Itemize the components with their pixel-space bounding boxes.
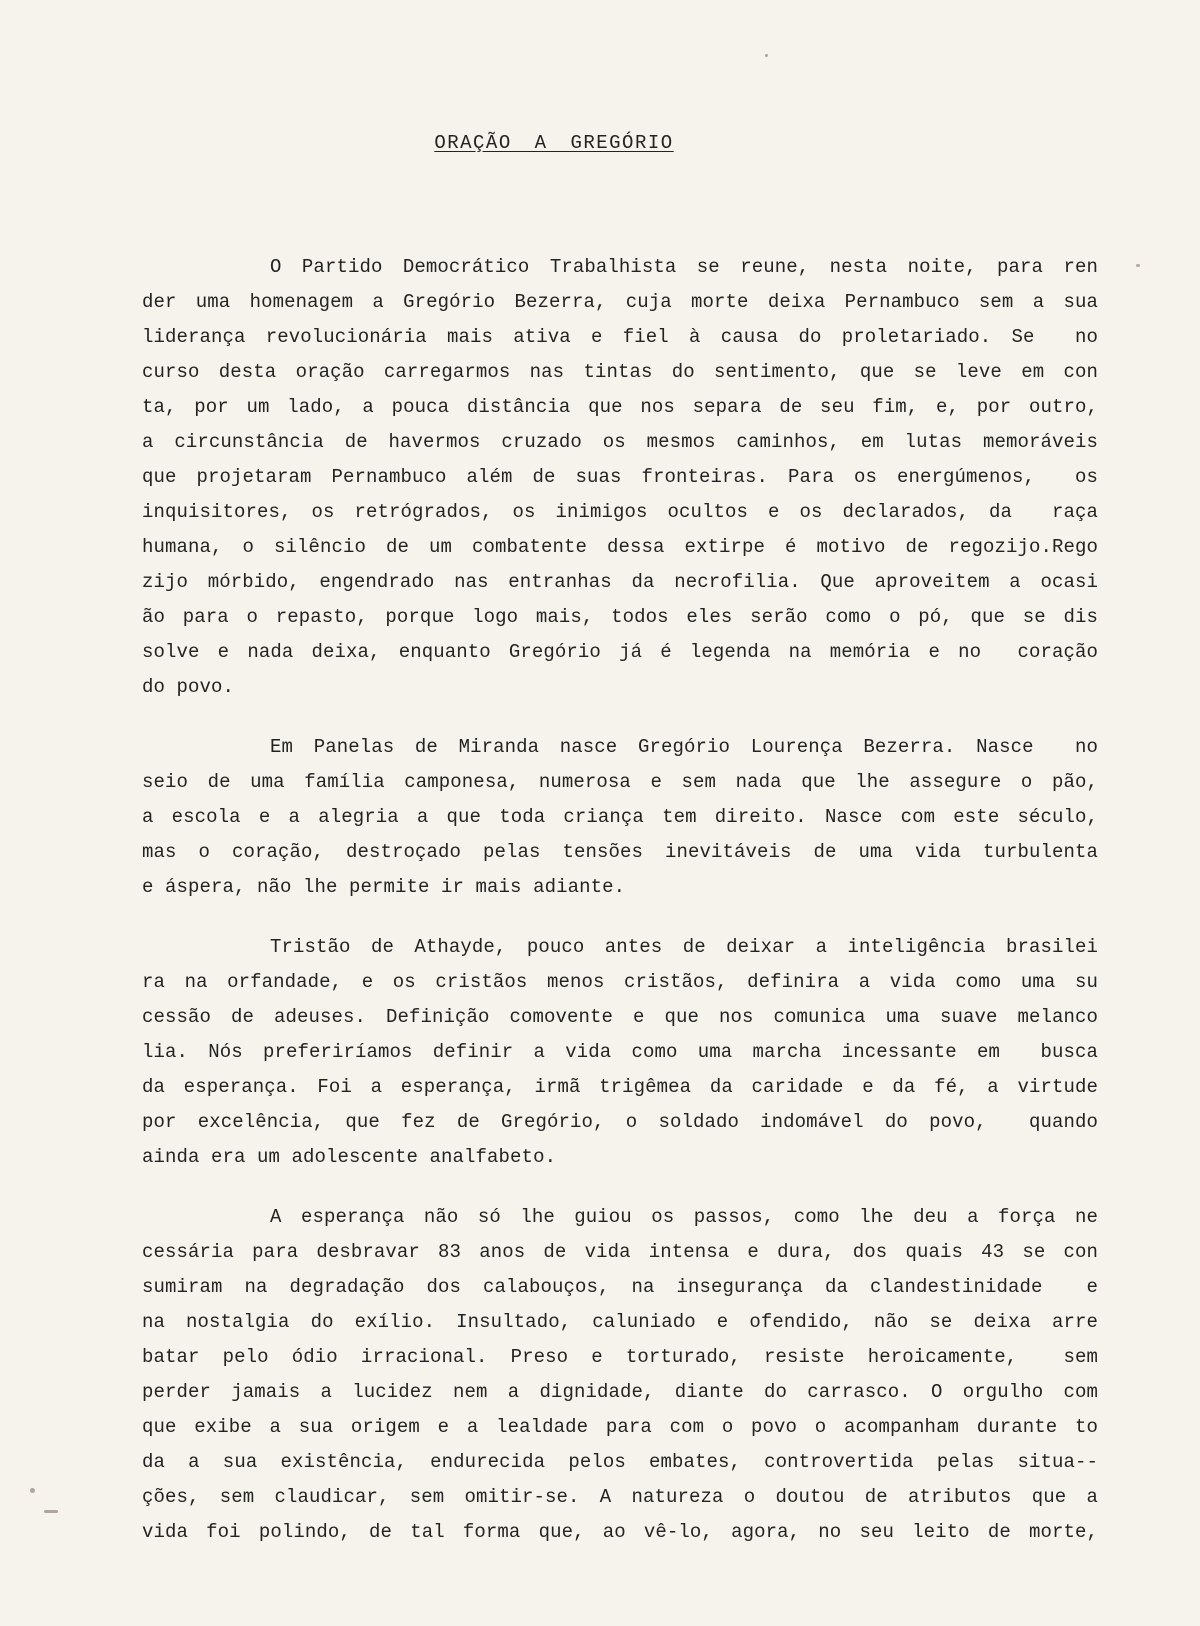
text-line: ta, por um lado, a pouca distância que nos separa de seu fim, e, por outro, [142, 396, 1098, 418]
document-body [142, 250, 1098, 1575]
text-line: ainda era um adolescente analfabeto. [142, 1146, 557, 1168]
text-line: que exibe a sua origem e a lealdade para com o povo o acompanham durante to [142, 1416, 1098, 1438]
text-line: ão para o repasto, porque logo mais, todos eles serão como o pó, que se dis [142, 606, 1098, 628]
text-line: ções, sem claudicar, sem omitir-se. A natureza o doutou de atributos que a [142, 1486, 1098, 1508]
text-line: da esperança. Foi a esperança, irmã trigêmea da caridade e da fé, a virtude [142, 1076, 1098, 1098]
text-line: e áspera, não lhe permite ir mais adiante. [142, 876, 626, 898]
document-title: ORAÇÃO A GREGÓRIO [434, 132, 674, 154]
text-line: O Partido Democrático Trabalhista se reune, nesta noite, para ren [270, 256, 1098, 278]
text-line: A esperança não só lhe guiou os passos, como lhe deu a força ne [270, 1206, 1098, 1228]
text-line: vida foi polindo, de tal forma que, ao vê-lo, agora, no seu leito de morte, [142, 1521, 1098, 1543]
text-line: a escola e a alegria a que toda criança tem direito. Nasce com este século, [142, 806, 1098, 828]
text-line: por excelência, que fez de Gregório, o soldado indomável do povo, quando [142, 1111, 1098, 1133]
text-line: zijo mórbido, engendrado nas entranhas da necrofilia. Que aproveitem a ocasi [142, 571, 1098, 593]
text-line: Tristão de Athayde, pouco antes de deixar a inteligência brasilei [270, 936, 1098, 958]
text-line: solve e nada deixa, enquanto Gregório já é legenda na memória e no coração [142, 641, 1098, 663]
text-line: humana, o silêncio de um combatente dessa extirpe é motivo de regozijo.Rego [142, 536, 1098, 558]
text-line: cessária para desbravar 83 anos de vida intensa e dura, dos quais 43 se con [142, 1241, 1098, 1263]
text-line: Em Panelas de Miranda nasce Gregório Lourença Bezerra. Nasce no [270, 736, 1098, 758]
text-line: inquisitores, os retrógrados, os inimigos ocultos e os declarados, da raça [142, 501, 1098, 523]
paragraph-4 [142, 1200, 1098, 1550]
text-line: ra na orfandade, e os cristãos menos cristãos, definira a vida como uma su [142, 971, 1098, 993]
text-line: na nostalgia do exílio. Insultado, caluniado e ofendido, não se deixa arre [142, 1311, 1098, 1333]
paper-speck [765, 54, 768, 57]
text-line: curso desta oração carregarmos nas tintas do sentimento, que se leve em con [142, 361, 1098, 383]
paper-speck [44, 1510, 58, 1513]
text-line: mas o coração, destroçado pelas tensões inevitáveis de uma vida turbulenta [142, 841, 1098, 863]
text-line: a circunstância de havermos cruzado os mesmos caminhos, em lutas memoráveis [142, 431, 1098, 453]
text-line: seio de uma família camponesa, numerosa e sem nada que lhe assegure o pão, [142, 771, 1098, 793]
paragraph-3 [142, 930, 1098, 1175]
text-line: sumiram na degradação dos calabouços, na insegurança da clandestinidade e [142, 1276, 1098, 1298]
text-line: lia. Nós preferiríamos definir a vida como uma marcha incessante em busca [142, 1041, 1098, 1063]
text-line: liderança revolucionária mais ativa e fiel à causa do proletariado. Se no [142, 326, 1098, 348]
text-line: der uma homenagem a Gregório Bezerra, cuja morte deixa Pernambuco sem a sua [142, 291, 1098, 313]
text-line: da a sua existência, endurecida pelos embates, controvertida pelas situa-- [142, 1451, 1098, 1473]
text-line: que projetaram Pernambuco além de suas fronteiras. Para os energúmenos, os [142, 466, 1098, 488]
text-line: batar pelo ódio irracional. Preso e torturado, resiste heroicamente, sem [142, 1346, 1098, 1368]
paragraph-1 [142, 250, 1098, 705]
text-line: cessão de adeuses. Definição comovente e que nos comunica uma suave melanco [142, 1006, 1098, 1028]
text-line: perder jamais a lucidez nem a dignidade, diante do carrasco. O orgulho com [142, 1381, 1098, 1403]
paragraph-2 [142, 730, 1098, 905]
paper-speck [30, 1488, 35, 1493]
paper-speck [1136, 264, 1140, 267]
text-line: do povo. [142, 676, 235, 698]
